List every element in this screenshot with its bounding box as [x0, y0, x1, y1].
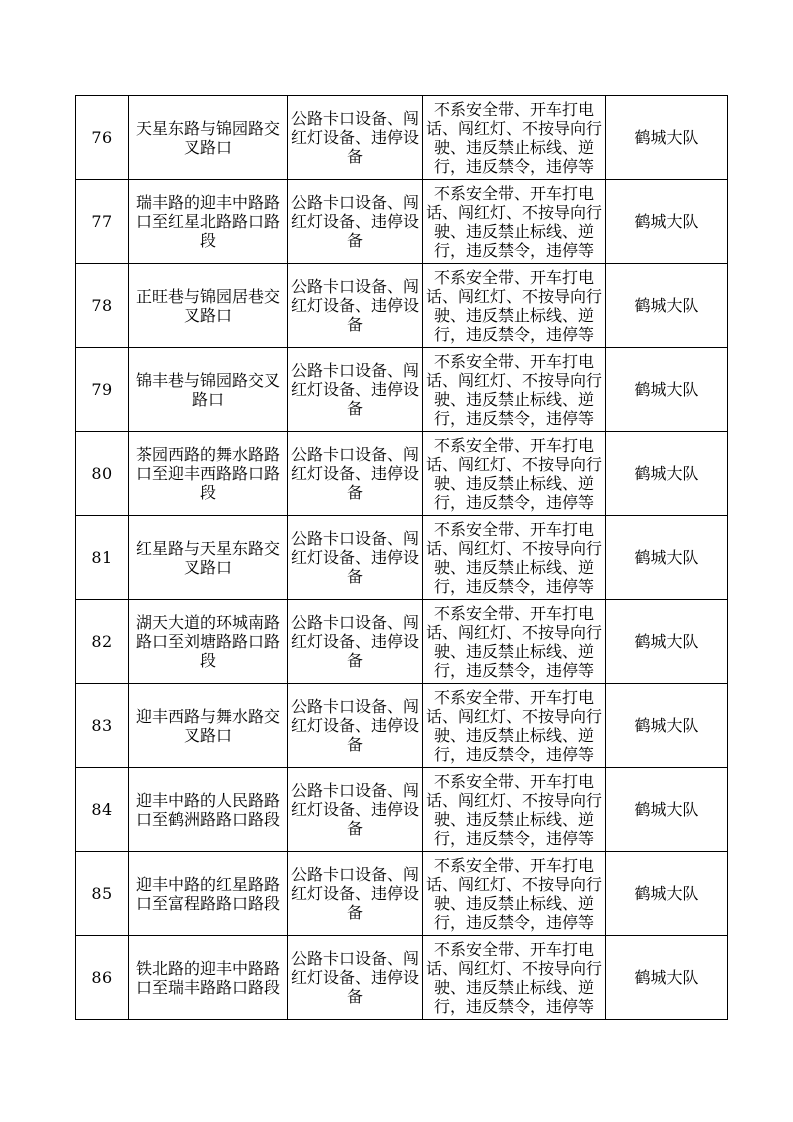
table-row: [76, 432, 728, 516]
equipment-cell: 公路卡口设备、闯红灯设备、违停设备: [288, 432, 423, 516]
unit-cell: 鹤城大队: [606, 180, 728, 264]
violation-points-table: [75, 95, 728, 1020]
unit-cell: 鹤城大队: [606, 768, 728, 852]
location-cell: 湖天大道的环城南路路口至刘塘路路口路段: [129, 600, 288, 684]
unit-cell: 鹤城大队: [606, 348, 728, 432]
violations-cell: 不系安全带、开车打电话、闯红灯、不按导向行驶、违反禁止标线、逆行，违反禁令，违停等: [423, 684, 606, 768]
location-cell: 迎丰西路与舞水路交叉路口: [129, 684, 288, 768]
row-number-cell: 83: [76, 684, 129, 768]
violations-cell: 不系安全带、开车打电话、闯红灯、不按导向行驶、违反禁止标线、逆行，违反禁令，违停等: [423, 600, 606, 684]
violations-cell: 不系安全带、开车打电话、闯红灯、不按导向行驶、违反禁止标线、逆行，违反禁令，违停等: [423, 768, 606, 852]
violations-cell: 不系安全带、开车打电话、闯红灯、不按导向行驶、违反禁止标线、逆行，违反禁令，违停等: [423, 936, 606, 1020]
equipment-cell: 公路卡口设备、闯红灯设备、违停设备: [288, 684, 423, 768]
row-number-cell: 85: [76, 852, 129, 936]
row-number-cell: 86: [76, 936, 129, 1020]
violations-cell: 不系安全带、开车打电话、闯红灯、不按导向行驶、违反禁止标线、逆行，违反禁令，违停等: [423, 852, 606, 936]
location-cell: 瑞丰路的迎丰中路路口至红星北路路口路段: [129, 180, 288, 264]
unit-cell: 鹤城大队: [606, 264, 728, 348]
unit-cell: 鹤城大队: [606, 852, 728, 936]
table-row: [76, 180, 728, 264]
location-cell: 红星路与天星东路交叉路口: [129, 516, 288, 600]
equipment-cell: 公路卡口设备、闯红灯设备、违停设备: [288, 600, 423, 684]
location-cell: 茶园西路的舞水路路口至迎丰西路路口路段: [129, 432, 288, 516]
unit-cell: 鹤城大队: [606, 432, 728, 516]
table-row: [76, 852, 728, 936]
equipment-cell: 公路卡口设备、闯红灯设备、违停设备: [288, 96, 423, 180]
equipment-cell: 公路卡口设备、闯红灯设备、违停设备: [288, 264, 423, 348]
table-row: [76, 264, 728, 348]
row-number-cell: 80: [76, 432, 129, 516]
table-row: [76, 768, 728, 852]
row-number-cell: 78: [76, 264, 129, 348]
row-number-cell: 77: [76, 180, 129, 264]
location-cell: 迎丰中路的人民路路口至鹤洲路路口路段: [129, 768, 288, 852]
table-row: [76, 96, 728, 180]
row-number-cell: 81: [76, 516, 129, 600]
unit-cell: 鹤城大队: [606, 96, 728, 180]
row-number-cell: 79: [76, 348, 129, 432]
equipment-cell: 公路卡口设备、闯红灯设备、违停设备: [288, 852, 423, 936]
unit-cell: 鹤城大队: [606, 684, 728, 768]
row-number-cell: 82: [76, 600, 129, 684]
violations-cell: 不系安全带、开车打电话、闯红灯、不按导向行驶、违反禁止标线、逆行，违反禁令，违停等: [423, 348, 606, 432]
equipment-cell: 公路卡口设备、闯红灯设备、违停设备: [288, 516, 423, 600]
equipment-cell: 公路卡口设备、闯红灯设备、违停设备: [288, 768, 423, 852]
violations-cell: 不系安全带、开车打电话、闯红灯、不按导向行驶、违反禁止标线、逆行，违反禁令，违停等: [423, 432, 606, 516]
unit-cell: 鹤城大队: [606, 516, 728, 600]
equipment-cell: 公路卡口设备、闯红灯设备、违停设备: [288, 180, 423, 264]
table-row: [76, 936, 728, 1020]
equipment-cell: 公路卡口设备、闯红灯设备、违停设备: [288, 348, 423, 432]
row-number-cell: 84: [76, 768, 129, 852]
unit-cell: 鹤城大队: [606, 600, 728, 684]
location-cell: 天星东路与锦园路交叉路口: [129, 96, 288, 180]
location-cell: 锦丰巷与锦园路交叉路口: [129, 348, 288, 432]
row-number-cell: 76: [76, 96, 129, 180]
violations-cell: 不系安全带、开车打电话、闯红灯、不按导向行驶、违反禁止标线、逆行，违反禁令，违停等: [423, 96, 606, 180]
violations-cell: 不系安全带、开车打电话、闯红灯、不按导向行驶、违反禁止标线、逆行，违反禁令，违停等: [423, 264, 606, 348]
location-cell: 迎丰中路的红星路路口至富程路路口路段: [129, 852, 288, 936]
equipment-cell: 公路卡口设备、闯红灯设备、违停设备: [288, 936, 423, 1020]
location-cell: 正旺巷与锦园居巷交叉路口: [129, 264, 288, 348]
table-row: [76, 684, 728, 768]
unit-cell: 鹤城大队: [606, 936, 728, 1020]
table-row: [76, 516, 728, 600]
table-row: [76, 348, 728, 432]
violations-cell: 不系安全带、开车打电话、闯红灯、不按导向行驶、违反禁止标线、逆行，违反禁令，违停等: [423, 516, 606, 600]
violations-cell: 不系安全带、开车打电话、闯红灯、不按导向行驶、违反禁止标线、逆行，违反禁令，违停等: [423, 180, 606, 264]
table-row: [76, 600, 728, 684]
location-cell: 铁北路的迎丰中路路口至瑞丰路路口路段: [129, 936, 288, 1020]
